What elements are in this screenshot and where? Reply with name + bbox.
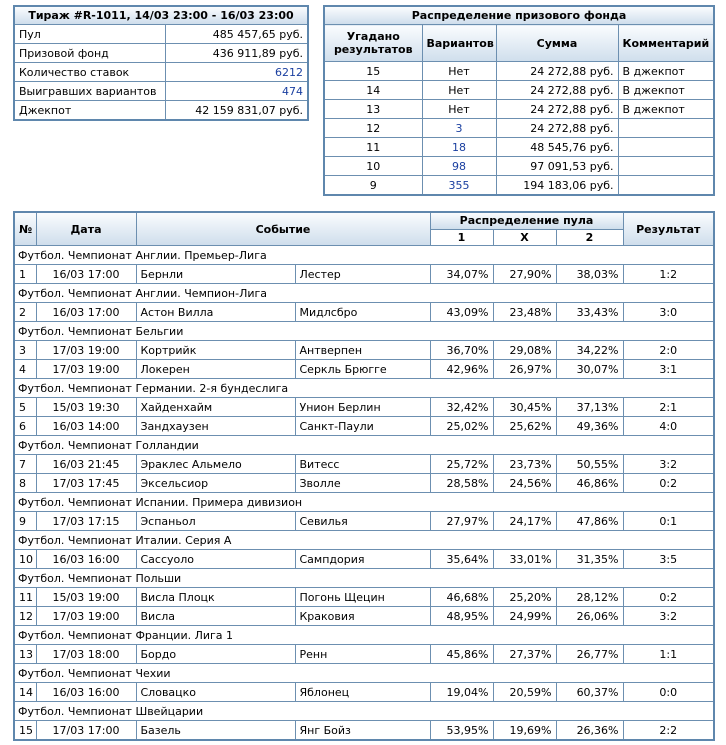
home-team: Хайденхайм xyxy=(136,398,295,417)
prize-guessed: 9 xyxy=(324,176,422,196)
match-result: 1:2 xyxy=(623,265,714,284)
prize-guessed: 12 xyxy=(324,119,422,138)
prize-sum: 24 272,88 руб. xyxy=(496,100,618,119)
pool-p1: 28,58% xyxy=(430,474,493,493)
match-result: 1:1 xyxy=(623,645,714,664)
pool-p1: 46,68% xyxy=(430,588,493,607)
prize-row xyxy=(324,100,714,119)
prize-guessed: 13 xyxy=(324,100,422,119)
pool-p1: 25,72% xyxy=(430,455,493,474)
pool-p2: 37,13% xyxy=(556,398,623,417)
competition-group-row xyxy=(14,531,714,550)
prize-row xyxy=(324,81,714,100)
pool-p1: 27,97% xyxy=(430,512,493,531)
summary-label: Призовой фонд xyxy=(14,44,165,63)
home-team: Астон Вилла xyxy=(136,303,295,322)
away-team: Серкль Брюгге xyxy=(295,360,430,379)
match-date: 17/03 17:15 xyxy=(36,512,136,531)
away-team: Краковия xyxy=(295,607,430,626)
away-team: Севилья xyxy=(295,512,430,531)
pool-px: 24,17% xyxy=(493,512,556,531)
competition-name: Футбол. Чемпионат Швейцарии xyxy=(14,702,714,721)
match-row xyxy=(14,512,714,531)
home-team: Бордо xyxy=(136,645,295,664)
pool-px: 25,20% xyxy=(493,588,556,607)
pool-p2: 33,43% xyxy=(556,303,623,322)
pool-p1: 32,42% xyxy=(430,398,493,417)
pool-p2: 26,77% xyxy=(556,645,623,664)
match-number: 7 xyxy=(14,455,36,474)
prize-sum: 24 272,88 руб. xyxy=(496,119,618,138)
pool-p1: 35,64% xyxy=(430,550,493,569)
match-row xyxy=(14,607,714,626)
pool-p1: 25,02% xyxy=(430,417,493,436)
prize-distribution-table xyxy=(323,5,715,196)
pool-p2: 28,12% xyxy=(556,588,623,607)
competition-name: Футбол. Чемпионат Бельгии xyxy=(14,322,714,341)
away-team: Янг Бойз xyxy=(295,721,430,741)
prize-guessed: 15 xyxy=(324,62,422,81)
col-comment: Комментарий xyxy=(618,25,714,62)
summary-value: 42 159 831,07 руб. xyxy=(165,101,308,121)
prize-comment: В джекпот xyxy=(618,81,714,100)
away-team: Лестер xyxy=(295,265,430,284)
summary-row xyxy=(14,101,308,121)
competition-group-row xyxy=(14,569,714,588)
summary-row xyxy=(14,63,308,82)
competition-name: Футбол. Чемпионат Англии. Премьер-Лига xyxy=(14,246,714,265)
competition-group-row xyxy=(14,379,714,398)
pool-p1: 45,86% xyxy=(430,645,493,664)
pool-px: 25,62% xyxy=(493,417,556,436)
match-result: 3:1 xyxy=(623,360,714,379)
match-number: 15 xyxy=(14,721,36,741)
col-event: Событие xyxy=(136,212,430,246)
home-team: Эксельсиор xyxy=(136,474,295,493)
match-row xyxy=(14,474,714,493)
match-row xyxy=(14,417,714,436)
col-date: Дата xyxy=(36,212,136,246)
col-p2: 2 xyxy=(556,229,623,246)
pool-p1: 34,07% xyxy=(430,265,493,284)
prize-variants: Нет xyxy=(422,62,496,81)
prize-comment: В джекпот xyxy=(618,100,714,119)
pool-px: 26,97% xyxy=(493,360,556,379)
summary-row xyxy=(14,82,308,101)
match-number: 6 xyxy=(14,417,36,436)
competition-name: Футбол. Чемпионат Англии. Чемпион-Лига xyxy=(14,284,714,303)
match-date: 16/03 17:00 xyxy=(36,303,136,322)
pool-p2: 49,36% xyxy=(556,417,623,436)
prize-comment xyxy=(618,119,714,138)
match-date: 17/03 19:00 xyxy=(36,607,136,626)
pool-p2: 47,86% xyxy=(556,512,623,531)
match-date: 16/03 14:00 xyxy=(36,417,136,436)
home-team: Эспаньол xyxy=(136,512,295,531)
match-row xyxy=(14,360,714,379)
match-date: 16/03 17:00 xyxy=(36,265,136,284)
col-pool-distribution: Распределение пула xyxy=(430,212,623,229)
away-team: Яблонец xyxy=(295,683,430,702)
pool-p2: 50,55% xyxy=(556,455,623,474)
home-team: Висла xyxy=(136,607,295,626)
match-row xyxy=(14,265,714,284)
competition-group-row xyxy=(14,664,714,683)
col-number: № xyxy=(14,212,36,246)
prize-comment xyxy=(618,176,714,196)
col-sum: Сумма xyxy=(496,25,618,62)
events-table xyxy=(13,211,715,741)
pool-p1: 48,95% xyxy=(430,607,493,626)
match-row xyxy=(14,455,714,474)
col-result: Результат xyxy=(623,212,714,246)
match-row xyxy=(14,341,714,360)
match-number: 11 xyxy=(14,588,36,607)
match-result: 0:1 xyxy=(623,512,714,531)
match-date: 16/03 21:45 xyxy=(36,455,136,474)
match-result: 0:0 xyxy=(623,683,714,702)
pool-p1: 36,70% xyxy=(430,341,493,360)
home-team: Базель xyxy=(136,721,295,741)
pool-p1: 43,09% xyxy=(430,303,493,322)
prize-variants-link[interactable]: 355 xyxy=(422,176,496,196)
away-team: Сампдория xyxy=(295,550,430,569)
match-number: 5 xyxy=(14,398,36,417)
competition-name: Футбол. Чемпионат Германии. 2-я бундеслига xyxy=(14,379,714,398)
pool-px: 24,56% xyxy=(493,474,556,493)
match-number: 1 xyxy=(14,265,36,284)
match-row xyxy=(14,588,714,607)
match-row xyxy=(14,550,714,569)
competition-group-row xyxy=(14,322,714,341)
pool-px: 24,99% xyxy=(493,607,556,626)
prize-comment xyxy=(618,138,714,157)
prize-row xyxy=(324,157,714,176)
pool-p1: 19,04% xyxy=(430,683,493,702)
home-team: Зандхаузен xyxy=(136,417,295,436)
competition-group-row xyxy=(14,246,714,265)
pool-p1: 42,96% xyxy=(430,360,493,379)
pool-px: 23,73% xyxy=(493,455,556,474)
competition-group-row xyxy=(14,626,714,645)
col-variants: Вариантов xyxy=(422,25,496,62)
summary-label: Выигравших вариантов xyxy=(14,82,165,101)
pool-p2: 34,22% xyxy=(556,341,623,360)
summary-label: Количество ставок xyxy=(14,63,165,82)
match-result: 4:0 xyxy=(623,417,714,436)
pool-px: 27,37% xyxy=(493,645,556,664)
match-date: 17/03 19:00 xyxy=(36,360,136,379)
away-team: Мидлсбро xyxy=(295,303,430,322)
pool-p2: 26,36% xyxy=(556,721,623,741)
match-result: 3:5 xyxy=(623,550,714,569)
match-result: 3:0 xyxy=(623,303,714,322)
match-date: 17/03 17:00 xyxy=(36,721,136,741)
pool-p2: 46,86% xyxy=(556,474,623,493)
competition-name: Футбол. Чемпионат Польши xyxy=(14,569,714,588)
col-guessed: Угадано результатов xyxy=(324,25,422,62)
match-number: 10 xyxy=(14,550,36,569)
prize-title: Распределение призового фонда xyxy=(324,6,714,25)
match-date: 15/03 19:00 xyxy=(36,588,136,607)
match-number: 3 xyxy=(14,341,36,360)
match-number: 12 xyxy=(14,607,36,626)
draw-title: Тираж #R-1011, 14/03 23:00 - 16/03 23:00 xyxy=(14,6,308,25)
prize-sum: 194 183,06 руб. xyxy=(496,176,618,196)
competition-group-row xyxy=(14,493,714,512)
competition-name: Футбол. Чемпионат Испании. Примера дивизион xyxy=(14,493,714,512)
prize-row xyxy=(324,62,714,81)
pool-px: 20,59% xyxy=(493,683,556,702)
col-px: X xyxy=(493,229,556,246)
match-number: 8 xyxy=(14,474,36,493)
col-p1: 1 xyxy=(430,229,493,246)
competition-name: Футбол. Чемпионат Чехии xyxy=(14,664,714,683)
match-date: 17/03 17:45 xyxy=(36,474,136,493)
pool-px: 23,48% xyxy=(493,303,556,322)
pool-px: 27,90% xyxy=(493,265,556,284)
match-result: 0:2 xyxy=(623,474,714,493)
match-row xyxy=(14,683,714,702)
home-team: Словацко xyxy=(136,683,295,702)
match-result: 2:0 xyxy=(623,341,714,360)
match-row xyxy=(14,645,714,664)
home-team: Кортрийк xyxy=(136,341,295,360)
match-date: 17/03 19:00 xyxy=(36,341,136,360)
match-number: 14 xyxy=(14,683,36,702)
match-row xyxy=(14,398,714,417)
summary-row xyxy=(14,44,308,63)
away-team: Погонь Щецин xyxy=(295,588,430,607)
pool-p1: 53,95% xyxy=(430,721,493,741)
match-number: 2 xyxy=(14,303,36,322)
prize-sum: 24 272,88 руб. xyxy=(496,62,618,81)
away-team: Ренн xyxy=(295,645,430,664)
prize-variants-link[interactable]: 3 xyxy=(422,119,496,138)
away-team: Унион Берлин xyxy=(295,398,430,417)
pool-p2: 26,06% xyxy=(556,607,623,626)
away-team: Витесс xyxy=(295,455,430,474)
summary-label: Джекпот xyxy=(14,101,165,121)
competition-name: Футбол. Чемпионат Франции. Лига 1 xyxy=(14,626,714,645)
away-team: Зволле xyxy=(295,474,430,493)
pool-p2: 30,07% xyxy=(556,360,623,379)
prize-row xyxy=(324,138,714,157)
home-team: Бернли xyxy=(136,265,295,284)
prize-comment xyxy=(618,157,714,176)
match-number: 4 xyxy=(14,360,36,379)
home-team: Эраклес Альмело xyxy=(136,455,295,474)
summary-row xyxy=(14,25,308,44)
match-result: 0:2 xyxy=(623,588,714,607)
prize-sum: 97 091,53 руб. xyxy=(496,157,618,176)
home-team: Висла Плоцк xyxy=(136,588,295,607)
prize-variants: Нет xyxy=(422,81,496,100)
prize-variants-link[interactable]: 18 xyxy=(422,138,496,157)
pool-px: 33,01% xyxy=(493,550,556,569)
away-team: Санкт-Паули xyxy=(295,417,430,436)
prize-guessed: 11 xyxy=(324,138,422,157)
summary-value: 485 457,65 руб. xyxy=(165,25,308,44)
pool-px: 29,08% xyxy=(493,341,556,360)
match-result: 3:2 xyxy=(623,455,714,474)
pool-p2: 31,35% xyxy=(556,550,623,569)
match-result: 2:1 xyxy=(623,398,714,417)
match-result: 2:2 xyxy=(623,721,714,741)
summary-value-link[interactable]: 474 xyxy=(165,82,308,101)
pool-px: 19,69% xyxy=(493,721,556,741)
prize-row xyxy=(324,119,714,138)
match-row xyxy=(14,721,714,741)
summary-value-link[interactable]: 6212 xyxy=(165,63,308,82)
prize-guessed: 14 xyxy=(324,81,422,100)
summary-value: 436 911,89 руб. xyxy=(165,44,308,63)
competition-name: Футбол. Чемпионат Голландии xyxy=(14,436,714,455)
prize-comment: В джекпот xyxy=(618,62,714,81)
prize-guessed: 10 xyxy=(324,157,422,176)
match-row xyxy=(14,303,714,322)
draw-summary-table xyxy=(13,5,309,121)
match-date: 17/03 18:00 xyxy=(36,645,136,664)
match-date: 16/03 16:00 xyxy=(36,683,136,702)
competition-group-row xyxy=(14,702,714,721)
pool-p2: 38,03% xyxy=(556,265,623,284)
competition-group-row xyxy=(14,436,714,455)
home-team: Сассуоло xyxy=(136,550,295,569)
match-number: 9 xyxy=(14,512,36,531)
home-team: Локерен xyxy=(136,360,295,379)
match-date: 16/03 16:00 xyxy=(36,550,136,569)
pool-px: 30,45% xyxy=(493,398,556,417)
competition-group-row xyxy=(14,284,714,303)
match-date: 15/03 19:30 xyxy=(36,398,136,417)
match-result: 3:2 xyxy=(623,607,714,626)
pool-p2: 60,37% xyxy=(556,683,623,702)
match-number: 13 xyxy=(14,645,36,664)
prize-variants-link[interactable]: 98 xyxy=(422,157,496,176)
summary-label: Пул xyxy=(14,25,165,44)
prize-sum: 24 272,88 руб. xyxy=(496,81,618,100)
prize-sum: 48 545,76 руб. xyxy=(496,138,618,157)
prize-row xyxy=(324,176,714,196)
competition-name: Футбол. Чемпионат Италии. Серия А xyxy=(14,531,714,550)
prize-variants: Нет xyxy=(422,100,496,119)
away-team: Антверпен xyxy=(295,341,430,360)
